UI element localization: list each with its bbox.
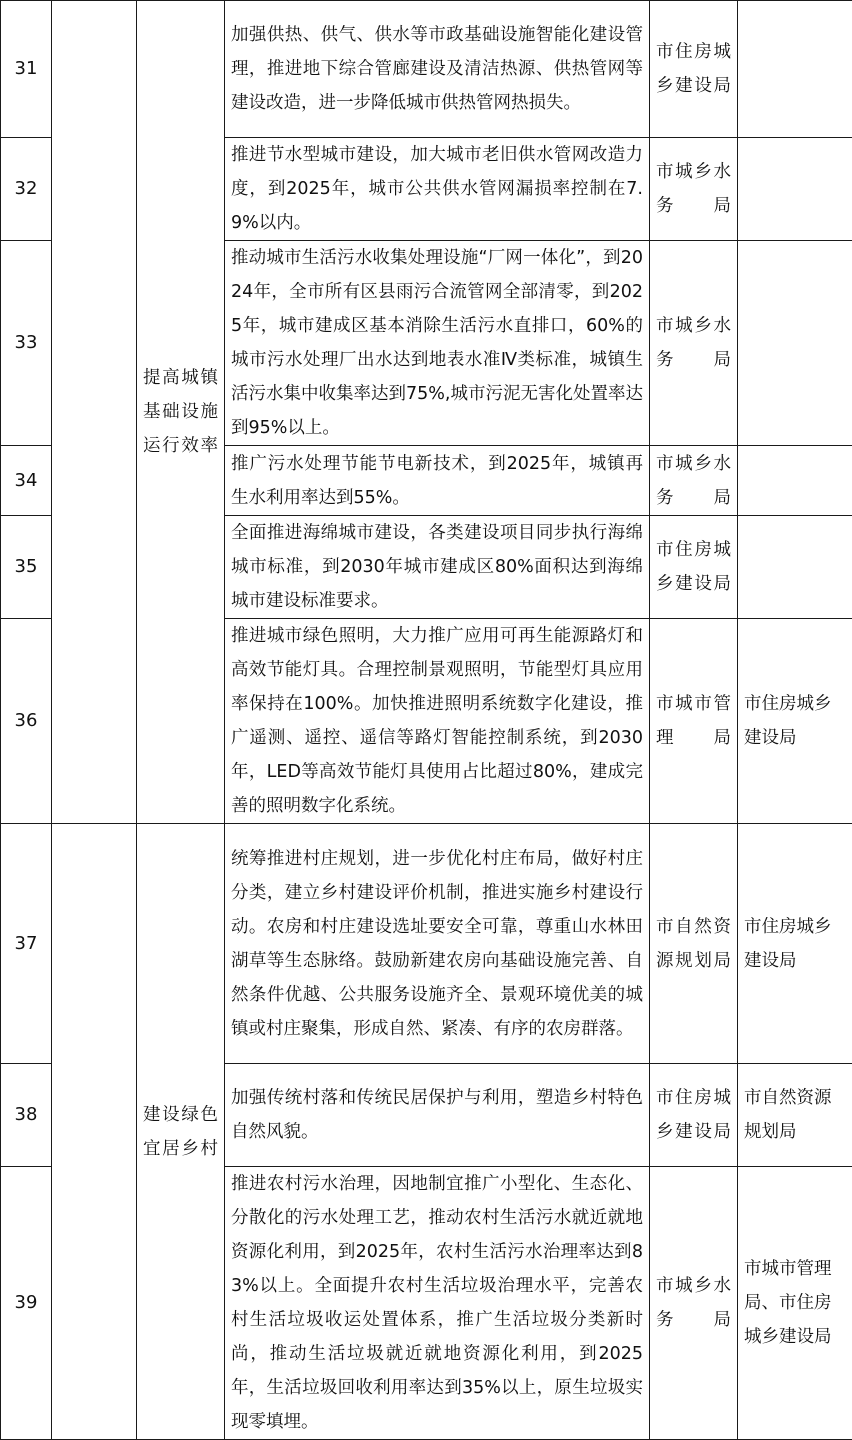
coop-unit-cell [738,516,852,619]
row-number: 33 [1,241,52,446]
row-number: 32 [1,138,52,241]
task-cell: 推广污水处理节能节电新技术，到2025年，城镇再生水利用率达到55%。 [225,446,650,516]
lead-unit-cell: 市城市管理局 [650,619,738,824]
category-cell: 建设绿色宜居乡村 [137,824,225,1440]
lead-unit-cell: 市自然资源规划局 [650,824,738,1064]
coop-unit-cell: 市住房城乡建设局 [738,619,852,824]
task-cell: 推进农村污水治理，因地制宜推广小型化、生态化、分散化的污水处理工艺，推动农村生活污水就近就地资源化利用，到2025年，农村生活污水治理率达到83%以上。全面提升农村生活垃圾治理水平，完善农村生活垃圾收运处置体系，推广生活垃圾分类新时尚，推动生活垃圾就近就地资源化利用，到2025年，生活垃圾回收利用率达到35%以上，原生垃圾实现零填埋。 [225,1167,650,1440]
lead-unit-cell: 市城乡水务局 [650,1167,738,1440]
row-number: 31 [1,1,52,138]
table-row [1,1,852,138]
task-cell: 推动城市生活污水收集处理设施“厂网一体化”，到2024年，全市所有区县雨污合流管网全部清零，到2025年，城市建成区基本消除生活污水直排口，60%的城市污水处理厂出水达到地表水准Ⅳ类标准，城镇生活污水集中收集率达到75%,城市污泥无害化处置率达到95%以上。 [225,241,650,446]
row-number: 35 [1,516,52,619]
row-number: 37 [1,824,52,1064]
lead-unit-cell: 市城乡水务局 [650,241,738,446]
task-cell: 加强供热、供气、供水等市政基础设施智能化建设管理，推进地下综合管廊建设及清洁热源、供热管网等建设改造，进一步降低城市供热管网热损失。 [225,1,650,138]
row-number: 34 [1,446,52,516]
row-number: 36 [1,619,52,824]
row-number: 39 [1,1167,52,1440]
lead-unit-cell: 市住房城乡建设局 [650,516,738,619]
lead-unit-cell: 市住房城乡建设局 [650,1,738,138]
row-number: 38 [1,1064,52,1167]
coop-unit-cell: 市自然资源规划局 [738,1064,852,1167]
coop-unit-cell [738,1,852,138]
task-cell: 推进城市绿色照明，大力推广应用可再生能源路灯和高效节能灯具。合理控制景观照明，节能型灯具应用率保持在100%。加快推进照明系统数字化建设，推广遥测、遥控、遥信等路灯智能控制系统，到2030年，LED等高效节能灯具使用占比超过80%，建成完善的照明数字化系统。 [225,619,650,824]
blank-cell [52,824,137,1440]
blank-cell [52,1,137,824]
task-cell: 推进节水型城市建设，加大城市老旧供水管网改造力度，到2025年，城市公共供水管网漏损率控制在7.9%以内。 [225,138,650,241]
coop-unit-cell [738,241,852,446]
task-cell: 统筹推进村庄规划，进一步优化村庄布局，做好村庄分类，建立乡村建设评价机制，推进实施乡村建设行动。农房和村庄建设选址要安全可靠，尊重山水林田湖草等生态脉络。鼓励新建农房向基础设施完善、自然条件优越、公共服务设施齐全、景观环境优美的城镇或村庄聚集，形成自然、紧凑、有序的农房群落。 [225,824,650,1064]
lead-unit-cell: 市城乡水务局 [650,138,738,241]
coop-unit-cell [738,446,852,516]
task-cell: 全面推进海绵城市建设，各类建设项目同步执行海绵城市标准，到2030年城市建成区80%面积达到海绵城市建设标准要求。 [225,516,650,619]
task-cell: 加强传统村落和传统民居保护与利用，塑造乡村特色自然风貌。 [225,1064,650,1167]
coop-unit-cell: 市住房城乡建设局 [738,824,852,1064]
category-cell: 提高城镇基础设施运行效率 [137,1,225,824]
lead-unit-cell: 市住房城乡建设局 [650,1064,738,1167]
table-row [1,824,852,1064]
lead-unit-cell: 市城乡水务局 [650,446,738,516]
coop-unit-cell: 市城市管理局、市住房城乡建设局 [738,1167,852,1440]
coop-unit-cell [738,138,852,241]
